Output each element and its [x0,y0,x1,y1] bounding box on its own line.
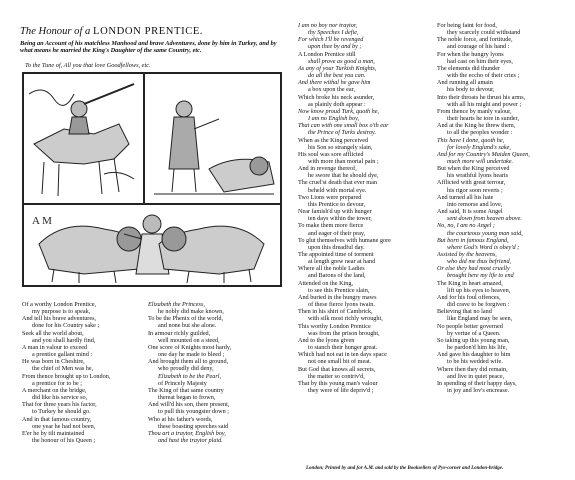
verse-line: sent down from heaven above. [447,215,522,223]
verse-line: This worthy London Prentice [298,322,371,330]
verse-line: Seek all the world about, [22,329,84,337]
verse-line: And at the King he threw them, [437,122,516,130]
verse-line: A man in valour to exceed [22,343,88,351]
verse-line: When as the King perceived [298,136,369,144]
imprint-line: London; Printed by and for A.M. and sold by the Booksellers of Pye-corner and London-bridge. [306,466,504,471]
verse-line: The King in heart amazed, [437,279,503,287]
verse-line: No people better governed [437,322,503,330]
verse-line: not one small bit of meat. [308,358,372,366]
verse-line: he swore that he should dye, [308,172,379,180]
verse-line: one day he made to bleed ; [158,351,225,359]
verse-line: But born in famous England, [437,236,509,244]
verse-line: and live in quiet peace, [447,372,505,380]
verse-line: But God that knows all secrets, [298,365,376,373]
verse-line: one year he had not been, [32,422,96,430]
verse-line: to all the peoples wonder : [447,129,513,137]
verse-line: Into their throats he thrust his arms, [437,93,526,101]
verse-line: From thence brought up to London, [22,372,111,380]
verse-line: And for my Country's Maiden Queen, [437,150,530,158]
verse-line: with the eccho of their cries ; [447,72,520,80]
verse-line: Who at his father's words, [148,415,213,423]
verse-line: these boasting speeches said [158,422,229,430]
verse-line: my purpose is to speak, [32,308,91,316]
verse-line: And turned all his hate [437,193,494,201]
verse-line: For being faint for food, [437,22,497,29]
verse-line: done for his Country sake ; [32,322,100,330]
verse-line: In armour richly guilded, [148,329,211,337]
verse-line: a prentice for to be ; [32,379,82,387]
verse-line: who did me thus befriend, [447,258,512,266]
verse-line: a box upon the ear, [308,86,356,94]
verse-line: his body to devour, [447,86,495,94]
verse-line: and courage of his hand : [447,43,510,51]
verse-line: thy Speeches I defie, [308,29,359,37]
verse-line: the chief of Men was he, [32,365,94,373]
verse-line: to see this Prentice slain, [308,286,370,294]
verse-line: of Princely Majesty [158,379,207,387]
verse-line: ten days within the tower, [308,215,372,223]
verse-line: That by this young man's valour [298,379,378,387]
verse-line: And buried in the hungry maws [298,293,377,301]
verse-line: and you shall hardly find, [32,336,96,344]
verse-line: the matter so contriv'd, [308,372,365,380]
verse-line: His soul was sore afflicted [298,150,364,158]
verse-line: And will'd his son, there present, [148,401,230,409]
verse-line: Thou art a traytor, English boy, [148,429,226,437]
verse-line: Or else they had most cruelly [437,265,510,273]
verse-line: his Son so strangely slain, [308,143,373,151]
verse-line: E'er he by tilt maintained [22,429,85,437]
verse-line: they were of life depriv'd ; [308,386,374,394]
verse-line: This have I done, quoth he, [437,136,505,144]
verse-line: the Prince of Turks destroy. [308,129,376,137]
verse-line: As any of your Turkish Knights, [298,64,377,72]
verse-line: shall prove as good a man, [308,57,375,65]
verse-line: in joy and lov's encrease. [447,386,510,394]
title-pre: The Honour of a [20,26,91,37]
verse-column-1 [22,301,140,444]
verse-line: brought here my life to end [447,272,514,280]
verse-line: upon this dreadful day. [308,243,365,251]
verse-line: well mounted on a steed, [158,336,220,344]
verse-line: a prentice gallant mind : [32,351,93,359]
verse-line: A London Prentice still [298,50,356,58]
verse-line: into remorse and love, [447,200,503,208]
verse-line: I am no boy nor traytor, [298,22,358,29]
verse-line: with all his might and power ; [447,100,522,108]
verse-line: and none but she alone. [158,322,217,330]
verse-line: He was born in Cheshire, [22,358,85,366]
verse-line: at length grew near at hand [308,258,376,266]
verse-line: with silk most richly wrought, [308,315,383,323]
verse-line: of these fierce lyons twain. [308,301,375,309]
verse-line: Now know proud Turk, quoth he, [298,107,380,115]
verse-line: To make them more fierce [298,222,364,230]
verse-line: much more will undertake. [447,157,514,165]
verse-line: Which had not eat in ten days space [298,351,387,359]
verse-line: The cruel'st death that ever man [298,179,377,187]
verse-line: And gave his daughter to him [437,351,511,359]
verse-line: And to the lyons given [298,336,355,344]
verse-line: A merchant on the bridge, [22,386,87,394]
verse-line: Then in his shirt of Cambrick, [298,308,373,316]
verse-column-4 [437,22,575,394]
verse-line: Elizabeth to be the Pearl, [158,372,222,380]
woodcut-initials: A M [32,215,52,227]
verse-line: his wrathful lyons hearts [447,172,509,180]
verse-line: was from the prison brought, [308,329,380,337]
verse-line: with more than mortal pain ; [308,157,379,165]
verse-line: to pull this youngster down ; [158,408,229,416]
verse-line: do all the best you can. [308,72,366,80]
verse-line: For when the hungry lyons [437,50,504,58]
ballad-subtitle: Being an Account of his matchless Manhood and brave Adventures, done by him in Turkey, and by what means he married the King's Daughter of the same Country, etc. [20,40,277,55]
verse-line: their hearts he tore in sunder, [447,115,519,123]
verse-line: To be the Phenix of the world, [148,315,224,323]
verse-line: upon thee by and by ; [308,43,362,51]
verse-line: he nobly did make known, [158,308,224,316]
verse-line: Of a worthy London Prentice, [22,301,97,308]
verse-line: So taking up this young man, [437,336,510,344]
verse-line: The King of that same country [148,386,224,394]
ballad-title [20,27,275,38]
verse-line: this Prentice to devour, [308,200,366,208]
verse-line: Near famish'd up with hunger [298,208,372,216]
verse-line: The noble force, and fortitude, [437,36,513,44]
verse-line: Attended on the King, [298,279,353,287]
tune-line: To the Tune of, All you that love Goodfellows, etc. [25,62,151,69]
verse-line: Which broke his neck asunder, [298,93,375,101]
verse-line: Where all the noble Ladies [298,265,365,273]
verse-line: And there withal he gave him [298,79,371,87]
verse-line: And brought them all to ground, [148,358,229,366]
verse-line: One score of Knights most hardy, [148,343,232,351]
verse-line: and Barons of the land, [308,272,366,280]
verse-line: had cast on him their eyes, [447,57,513,65]
verse-line: and eager of their pray, [308,229,366,237]
verse-line: for lovely England's sake, [447,143,511,151]
verse-line: And running all amain [437,79,493,87]
verse-line: That for three years his factor, [22,401,97,409]
verse-line: did crave to be forgiven : [447,301,510,309]
verse-line: Afflicted with great terrour, [437,179,506,187]
verse-line: And in revenge thereof, [298,165,357,173]
verse-line: he pardon'd him his life, [447,344,508,352]
title-caps: LONDON PRENTICE [93,26,200,37]
verse-line: like England may be seen, [447,315,513,323]
verse-line: And tell his brave adventures, [22,315,97,323]
verse-column-2 [148,301,283,444]
verse-line: to stanch their hunger great. [308,344,378,352]
verse-line: I am no English boy, [308,115,360,123]
woodcut-illustration [22,72,282,287]
verse-line: the courteous young man said, [447,229,523,237]
verse-line: Elizabeth the Princess, [148,301,205,308]
verse-line: And in that famous country, [22,415,92,423]
verse-line: where God's Word is obey'd ; [447,243,520,251]
verse-line: to Turkey he should go. [32,408,91,416]
woodcut-svg [24,74,280,285]
verse-line: Two Lions were prepared [298,193,362,201]
verse-line: The appointed time of torment [298,251,374,258]
verse-line: Assisted by the heavens, [437,251,497,258]
verse-line: beheld with mortal eye. [308,186,367,194]
verse-line: who proudly did deny, [158,365,214,373]
verse-line: No, no, I am no Angel ; [437,222,495,230]
verse-line: And said, It is some Angel [437,208,503,216]
verse-line: thereat began to frown, [158,394,216,402]
verse-line: lift up his eyes to heaven, [447,286,511,294]
verse-line: did like his service so, [32,394,88,402]
verse-line: as plainly doth appear : [308,100,366,108]
verse-line: by vertue of a Queen. [447,329,501,337]
verse-line: the honour of his Queen ; [32,436,96,444]
verse-line: to be his wedded wife. [447,358,503,366]
verse-line: But when the King perceived [437,165,510,173]
verse-line: That can with one small box o'th ear [298,122,389,130]
verse-line: The elements did thunder [437,64,501,72]
verse-line: In spending of their happy days, [437,379,517,387]
title-post: . [200,26,203,37]
verse-line: they scarcely could withstand [447,29,521,37]
verse-line: his rigor soon reverts ; [447,186,503,194]
verse-line: Believing that no land [437,308,492,316]
verse-line: For which I'll be revenged [298,36,364,44]
verse-line: And for his foul offences, [437,293,501,301]
verse-column-3 [298,22,436,394]
verse-line: From thence by manly valour, [437,107,512,115]
verse-line: To glut themselves with humane gore [298,236,391,244]
verse-line: and hast the traytor plaid. [158,436,223,444]
verse-line: Where then they did remain, [437,365,508,373]
